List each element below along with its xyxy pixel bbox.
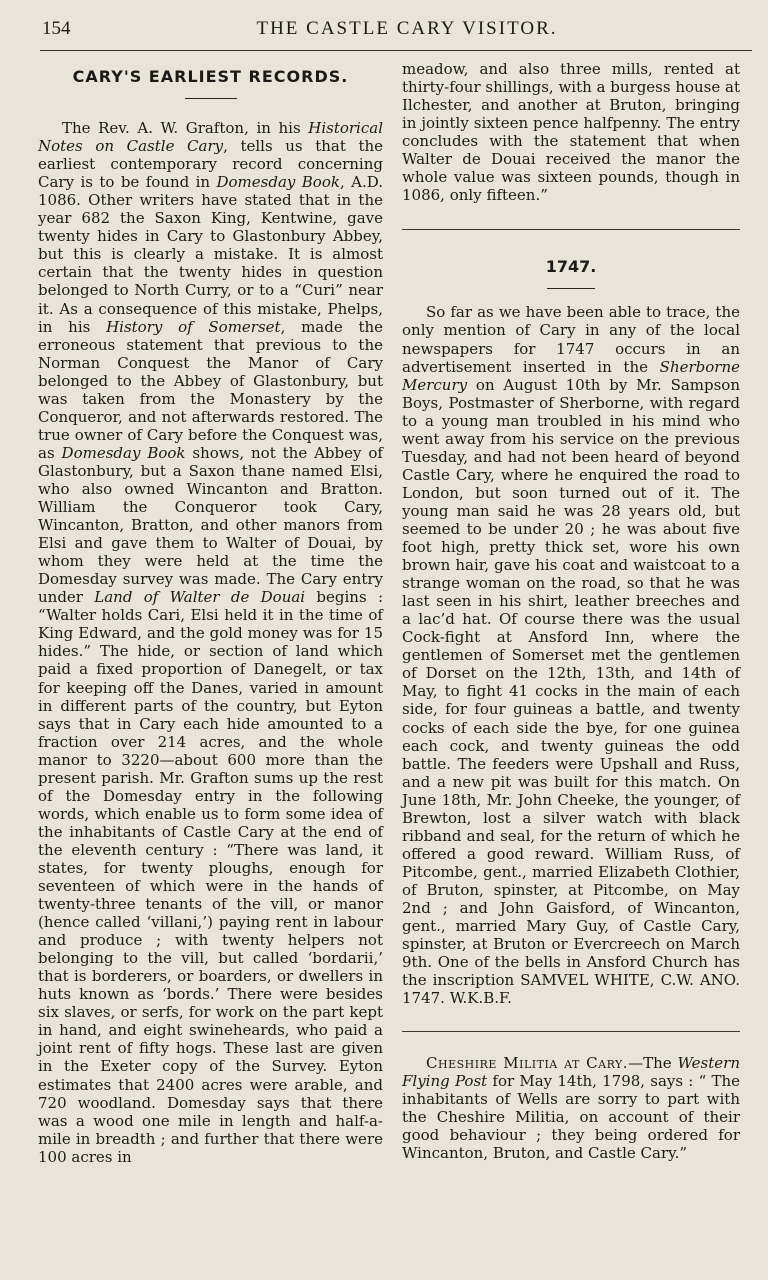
article-title-earliest-records: CARY'S EARLIEST RECORDS.	[72, 67, 349, 86]
body-text: , made the erroneous statement that previous to the Norman Conquest the Manor of Cary belonged to the Abbey of Glastonbury, but was taken from the Monastery by the Conqueror, and not afterwards restored. The true owner of Cary before the Conquest was, as	[38, 317, 384, 462]
article-title-cheshire-militia: Cheshire Militia at Cary.	[426, 1054, 629, 1073]
newspaper-title: Western Flying Post	[402, 1054, 740, 1091]
header-rule	[40, 50, 752, 51]
section-rule	[402, 1031, 740, 1032]
running-title: THE CASTLE CARY VISITOR.	[256, 18, 558, 39]
newspaper-title: Sherborne Mercury	[402, 357, 740, 394]
body-text: So far as we have been able to trace, the only mention of Cary in any of the local newspapers for 1747 occurs in an advertisement inserted in the	[402, 303, 740, 376]
book-title: Domesday Book	[216, 173, 340, 192]
page-header	[42, 14, 742, 48]
right-column	[402, 60, 740, 1163]
body-text: The Rev. A. W. Grafton, in his	[62, 119, 309, 138]
book-title: Domesday Book	[61, 443, 186, 462]
book-title: History of Somerset	[106, 317, 281, 336]
title-rule	[185, 98, 237, 99]
body-text: , tells us that the earliest contemporary record concerning Cary is to be found in	[38, 137, 384, 192]
body-text: , A.D. 1086. Other writers have stated that in the year 682 the Saxon King, Kentwine, gave twenty hides in Cary to Glastonbury Abbey, but this is clearly a mistake. It is almost certain that the twenty hides in question belonged to North Curry, or to a “Curi” near it. As a consequence of this mistake, Phelps, in his	[38, 173, 383, 336]
body-text: on August 10th by Mr. Sampson Boys, Postmaster of Sherborne, with regard to a young man troubled in his mind who went away from his service on the previous Tuesday, and had not been heard of beyond Castle Cary, where he enquired the road to London, but soon turned out of it. The young man said he was 28 years old, but seemed to be under 20 ; he was about five foot high, pretty thick set, wore his own brown hair, gave his coat and waistcoat to a strange woman on the road, so that he was last seen in his shirt, leather breeches and a lac’d hat. Of course there was the usual Cock-fight at Ansford Inn, where the gentlemen of Somerset met the gentlemen of Dorset on the 12th, 13th, and 14th of May, to fight 41 cocks in the main of each side, for four guineas a battle, and twenty cocks of each side the bye, for one guinea each cock, and twenty guineas the odd battle. The feeders were Upshall and Russ, and a new pit was built for this match. On June 18th, Mr. John Cheeke, the younger, of Brewton, lost a silver watch with black ribband and seal, for the return of which he offered a good reward. William Russ, of Pitcombe, gent., married Elizabeth Clothier, of Bruton, spinster, at Pitcombe, on May 2nd ; and John Gaisford, of Wincanton, gent., married Mary Guy, of Castle Cary, spinster, at Bruton or Evercreech on March 9th. One of the bells in Ansford Church has the inscription SAMVEL WHITE, C.W. ANO. 1747. W.K.B.F.	[402, 375, 740, 1008]
body-text: shows, not the Abbey of Glastonbury, but a Saxon thane named Elsi, who also owned Wincanton and Bratton. William the Conqueror took Cary, Wincanton, Bratton, and other manors from Elsi and gave them to Walter of Douai, by whom they were held at the time the Domesday survey was made. The Cary entry under	[38, 443, 383, 607]
article-body-earliest-records	[38, 119, 383, 1166]
article-title-1747: 1747.	[545, 257, 597, 277]
book-title: Historical Notes on Castle Cary	[38, 119, 383, 156]
article-continuation: meadow, and also three mills, rented at thirty-four shillings, with a burgess house at Ilchester, and another at Bruton, bringing in jointly sixteen pence halfpenny. The entry concludes with the statement that when Walter de Douai received the manor the whole value was sixteen pounds, though in 1086, only fifteen.”	[402, 60, 740, 205]
body-text: for May 14th, 1798, says : “ The inhabitants of Wells are sorry to part with the Cheshire Militia, on account of their good behaviour ; they being ordered for Wincanton, Bruton, and Castle Cary.”	[402, 1072, 740, 1163]
left-column	[38, 60, 383, 1166]
article-body-cheshire-militia	[402, 1054, 740, 1162]
body-text: —The	[628, 1054, 678, 1073]
article-body-1747	[402, 303, 740, 1007]
page-number: 154	[42, 18, 71, 39]
title-rule	[547, 288, 595, 289]
body-text: begins : “Walter holds Cari, Elsi held it in the time of King Edward, and the gold money was for 15 hides.” The hide, or section of land which paid a fixed proportion of Danegelt, or tax for keeping off the Danes, varied in amount in different parts of the country, but Eyton says that in Cary each hide amounted to a fraction over 214 acres, and the whole manor to 3220—about 600 more than the present parish. Mr. Grafton sums up the rest of the Domesday entry in the following words, which enable us to form some idea of the inhabitants of Castle Cary at the end of the eleventh century : “There was land, it states, for twenty ploughs, enough for seventeen of which were in the hands of twenty-three tenants of the vill, or manor (hence called ‘villani,’) paying rent in labour and produce ; with twenty helpers not belonging to the vill, but called ‘bordarii,’ that is borderers, or boarders, or dwellers in huts known as ‘bords.’ There were besides six slaves, or serfs, for work on the part kept in hand, and eight swineheards, who paid a joint rent of fifty hogs. These last are given in the Exeter copy of the Survey. Eyton estimates that 2400 acres were arable, and 720 woodland. Domesday says that there was a wood one mile in length and half-a-mile in breadth ; and further that there were 100 acres in	[38, 588, 384, 1166]
record-title: Land of Walter de Douai	[94, 588, 306, 607]
section-rule	[402, 229, 740, 230]
